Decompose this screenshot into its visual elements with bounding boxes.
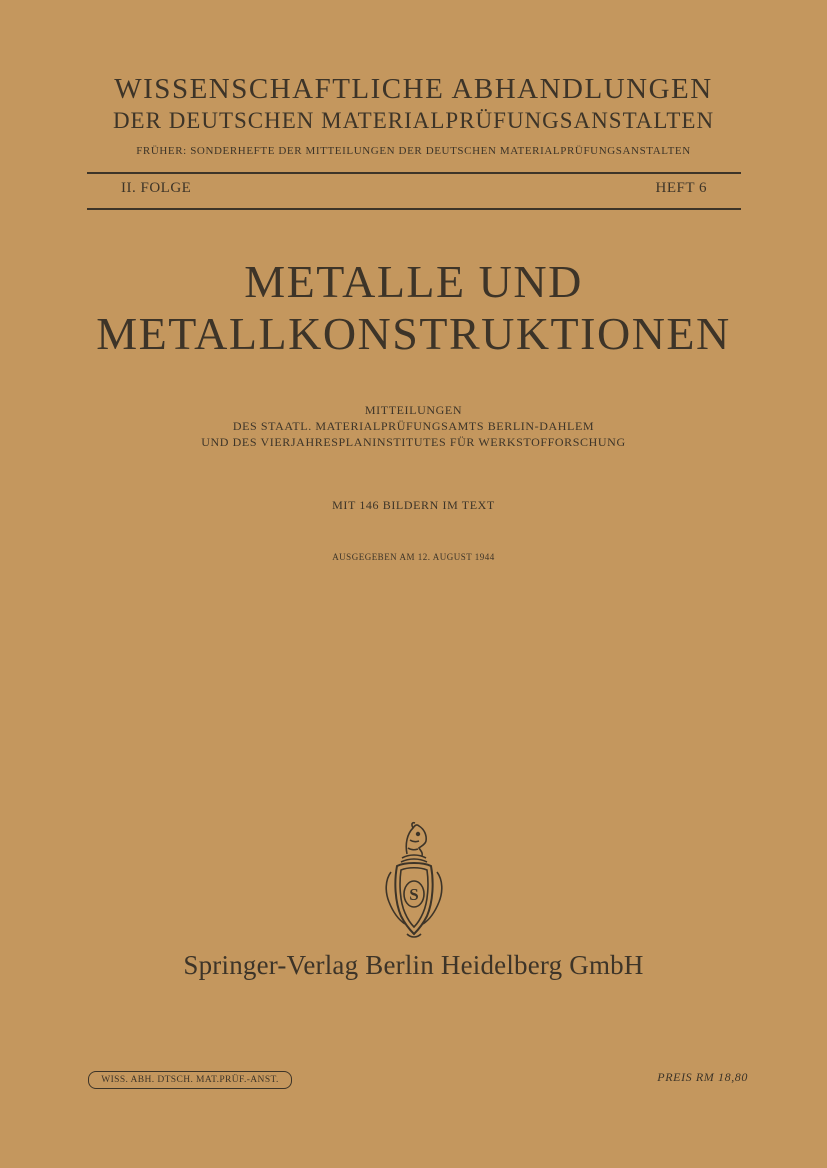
communications-line-3: UND DES VIERJAHRESPLANINSTITUTES FÜR WERKSTOFFORSCHUNG <box>201 435 626 449</box>
series-folge: II. FOLGE <box>121 180 192 196</box>
logo-letter: S <box>409 885 419 904</box>
issue-date-note: AUSGEGEBEN AM 12. AUGUST 1944 <box>332 552 495 562</box>
communications-block <box>0 402 827 450</box>
springer-chess-knight-logo-icon <box>377 820 451 942</box>
series-number-row <box>121 180 707 197</box>
figures-note: MIT 146 BILDERN IM TEXT <box>332 498 495 512</box>
series-former-name: FRÜHER: SONDERHEFTE DER MITTEILUNGEN DER DEUTSCHEN MATERIALPRÜFUNGSANSTALTEN <box>136 145 691 157</box>
series-subtitle: DER DEUTSCHEN MATERIALPRÜFUNGSANSTALTEN <box>112 108 715 133</box>
series-heft: HEFT 6 <box>655 180 707 196</box>
price-label: PREIS RM 18,80 <box>657 1070 748 1084</box>
publisher-name: Springer-Verlag Berlin Heidelberg GmbH <box>183 950 644 980</box>
book-title-line-2: METALLKONSTRUKTIONEN <box>96 308 731 359</box>
series-title: WISSENSCHAFTLICHE ABHANDLUNGEN <box>114 73 713 105</box>
communications-line-1: MITTEILUNGEN <box>364 403 463 417</box>
citation-abbreviation-box: WISS. ABH. DTSCH. MAT.PRÜF.-ANST. <box>88 1071 292 1089</box>
book-title <box>0 256 827 360</box>
bottom-rule <box>87 208 741 210</box>
book-title-line-1: METALLE UND <box>244 256 583 307</box>
top-rule <box>87 172 741 174</box>
communications-line-2: DES STAATL. MATERIALPRÜFUNGSAMTS BERLIN-DAHLEM <box>232 419 595 433</box>
